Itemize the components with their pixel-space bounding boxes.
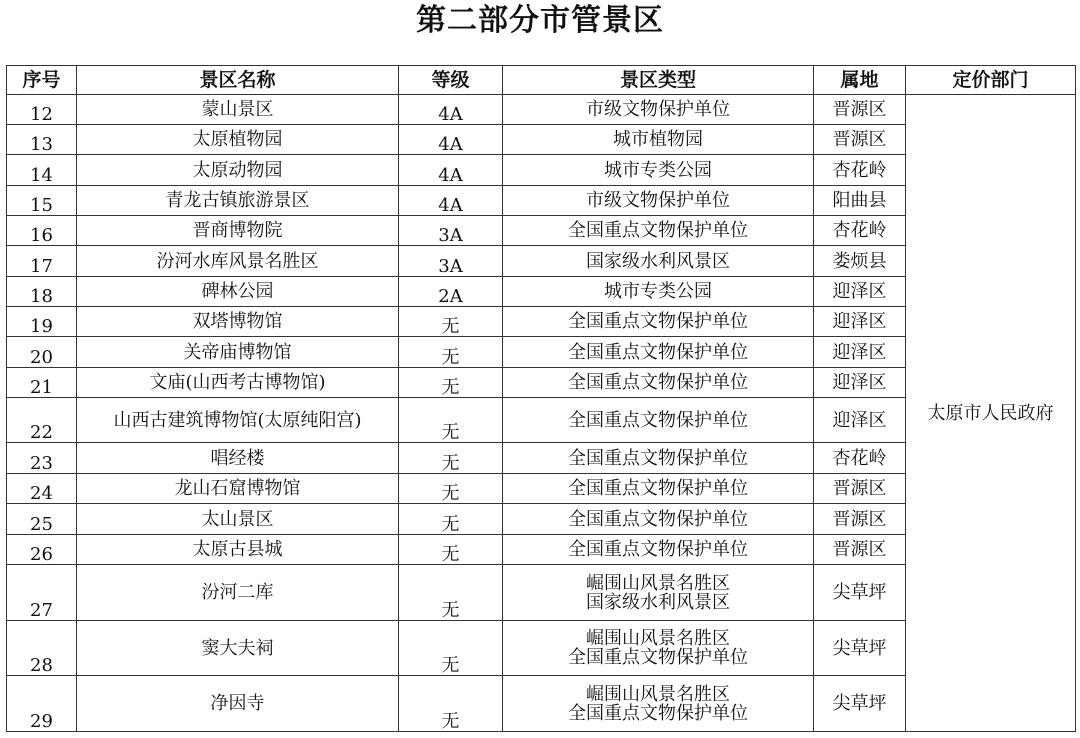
scenic-area-type-line: 全国重点文物保护单位	[568, 478, 748, 499]
scenic-area-type-line: 市级文物保护单位	[586, 99, 730, 120]
scenic-area-type	[503, 368, 814, 398]
scenic-area-level: 4A	[399, 155, 503, 186]
scenic-area-district: 迎泽区	[814, 368, 906, 398]
scenic-area-type	[503, 216, 814, 246]
scenic-area-district: 迎泽区	[814, 398, 906, 443]
scenic-area-district: 尖草坪	[814, 565, 906, 621]
scenic-area-level: 无	[399, 474, 503, 504]
scenic-area-district: 晋源区	[814, 125, 906, 155]
scenic-area-type-line: 全国重点文物保护单位	[568, 647, 748, 668]
scenic-area-type-line: 崛围山风景名胜区	[586, 683, 730, 705]
scenic-area-type-line: 全国重点文物保护单位	[568, 311, 748, 332]
scenic-area-district: 迎泽区	[814, 277, 906, 307]
scenic-area-name: 太山景区	[77, 504, 399, 535]
scenic-area-name: 太原古县城	[77, 535, 399, 565]
header-department: 定价部门	[906, 66, 1076, 95]
scenic-area-type-line: 崛围山风景名胜区	[586, 628, 730, 649]
scenic-area-district: 晋源区	[814, 95, 906, 125]
table-row	[7, 95, 1076, 125]
row-number: 16	[7, 216, 77, 246]
scenic-area-type-line: 全国重点文物保护单位	[568, 508, 748, 530]
scenic-area-level: 无	[399, 676, 503, 732]
scenic-area-name: 太原动物园	[77, 155, 399, 186]
scenic-area-level: 3A	[399, 246, 503, 277]
scenic-area-name: 关帝庙博物馆	[77, 337, 399, 368]
row-number: 24	[7, 474, 77, 504]
scenic-area-level: 无	[399, 337, 503, 368]
scenic-area-district: 尖草坪	[814, 621, 906, 676]
scenic-area-name: 青龙古镇旅游景区	[77, 186, 399, 216]
scenic-area-district: 尖草坪	[814, 676, 906, 732]
header-area: 属地	[814, 66, 906, 95]
scenic-area-name: 太原植物园	[77, 125, 399, 155]
scenic-area-type-line: 崛围山风景名胜区	[586, 572, 730, 594]
scenic-area-name: 龙山石窟博物馆	[77, 474, 399, 504]
row-number: 27	[7, 565, 77, 621]
scenic-area-level: 4A	[399, 186, 503, 216]
pricing-department: 太原市人民政府	[906, 95, 1076, 732]
row-number: 23	[7, 443, 77, 474]
scenic-area-type	[503, 565, 814, 621]
scenic-area-type	[503, 337, 814, 368]
scenic-area-level: 无	[399, 504, 503, 535]
scenic-area-district: 晋源区	[814, 474, 906, 504]
scenic-area-level: 无	[399, 565, 503, 621]
scenic-area-type-line: 全国重点文物保护单位	[568, 341, 748, 363]
scenic-area-district: 晋源区	[814, 504, 906, 535]
row-number: 15	[7, 186, 77, 216]
scenic-area-type	[503, 125, 814, 155]
scenic-area-district: 晋源区	[814, 535, 906, 565]
row-number: 17	[7, 246, 77, 277]
scenic-area-type	[503, 474, 814, 504]
scenic-area-type	[503, 155, 814, 186]
row-number: 21	[7, 368, 77, 398]
scenic-area-level: 4A	[399, 125, 503, 155]
scenic-area-type	[503, 443, 814, 474]
scenic-area-type-line: 城市专类公园	[604, 159, 712, 181]
scenic-area-type	[503, 277, 814, 307]
row-number: 19	[7, 307, 77, 337]
scenic-area-type-line: 国家级水利风景区	[586, 591, 730, 613]
header-type: 景区类型	[503, 66, 814, 95]
scenic-area-type	[503, 398, 814, 443]
scenic-area-level: 无	[399, 307, 503, 337]
scenic-area-type-line: 全国重点文物保护单位	[568, 539, 748, 560]
scenic-area-type	[503, 186, 814, 216]
scenic-area-type-line: 全国重点文物保护单位	[568, 220, 748, 241]
row-number: 14	[7, 155, 77, 186]
scenic-area-district: 杏花岭	[814, 155, 906, 186]
scenic-area-level: 无	[399, 535, 503, 565]
scenic-area-name: 山西古建筑博物馆(太原纯阳宫)	[77, 398, 399, 443]
scenic-area-type-line: 城市专类公园	[604, 281, 712, 302]
scenic-area-type-line: 全国重点文物保护单位	[568, 409, 748, 431]
row-number: 25	[7, 504, 77, 535]
scenic-area-type	[503, 95, 814, 125]
row-number: 20	[7, 337, 77, 368]
header-no: 序号	[7, 66, 77, 95]
row-number: 18	[7, 277, 77, 307]
scenic-area-type	[503, 621, 814, 676]
scenic-area-type-line: 城市植物园	[613, 129, 703, 150]
scenic-area-type-line: 国家级水利风景区	[586, 250, 730, 272]
page-title: 第二部分市管景区	[416, 3, 664, 38]
scenic-area-district: 杏花岭	[814, 443, 906, 474]
scenic-area-table	[6, 65, 1076, 732]
scenic-area-name: 唱经楼	[77, 443, 399, 474]
scenic-area-level: 无	[399, 443, 503, 474]
row-number: 12	[7, 95, 77, 125]
scenic-area-district: 娄烦县	[814, 246, 906, 277]
scenic-area-name: 双塔博物馆	[77, 307, 399, 337]
scenic-area-level: 2A	[399, 277, 503, 307]
scenic-area-level: 无	[399, 368, 503, 398]
header-level: 等级	[399, 66, 503, 95]
row-number: 28	[7, 621, 77, 676]
scenic-area-name: 晋商博物院	[77, 216, 399, 246]
scenic-area-type-line: 全国重点文物保护单位	[568, 372, 748, 393]
row-number: 22	[7, 398, 77, 443]
scenic-area-type	[503, 504, 814, 535]
scenic-area-level: 无	[399, 398, 503, 443]
scenic-area-district: 杏花岭	[814, 216, 906, 246]
scenic-area-type	[503, 246, 814, 277]
table-header-row	[7, 66, 1076, 95]
scenic-area-district: 迎泽区	[814, 337, 906, 368]
scenic-area-type	[503, 307, 814, 337]
scenic-area-name: 汾河二库	[77, 565, 399, 621]
scenic-area-name: 净因寺	[77, 676, 399, 732]
row-number: 26	[7, 535, 77, 565]
row-number: 13	[7, 125, 77, 155]
scenic-area-district: 迎泽区	[814, 307, 906, 337]
scenic-area-type	[503, 676, 814, 732]
scenic-area-type-line: 全国重点文物保护单位	[568, 447, 748, 469]
scenic-area-level: 无	[399, 621, 503, 676]
scenic-area-name: 汾河水库风景名胜区	[77, 246, 399, 277]
scenic-area-name: 文庙(山西考古博物馆)	[77, 368, 399, 398]
scenic-area-district: 阳曲县	[814, 186, 906, 216]
scenic-area-name: 蒙山景区	[77, 95, 399, 125]
scenic-area-name: 碑林公园	[77, 277, 399, 307]
scenic-area-type-line: 市级文物保护单位	[586, 190, 730, 211]
scenic-area-type-line: 全国重点文物保护单位	[568, 702, 748, 724]
row-number: 29	[7, 676, 77, 732]
scenic-area-name: 窦大夫祠	[77, 621, 399, 676]
scenic-area-level: 3A	[399, 216, 503, 246]
scenic-area-level: 4A	[399, 95, 503, 125]
scenic-area-type	[503, 535, 814, 565]
header-name: 景区名称	[77, 66, 399, 95]
